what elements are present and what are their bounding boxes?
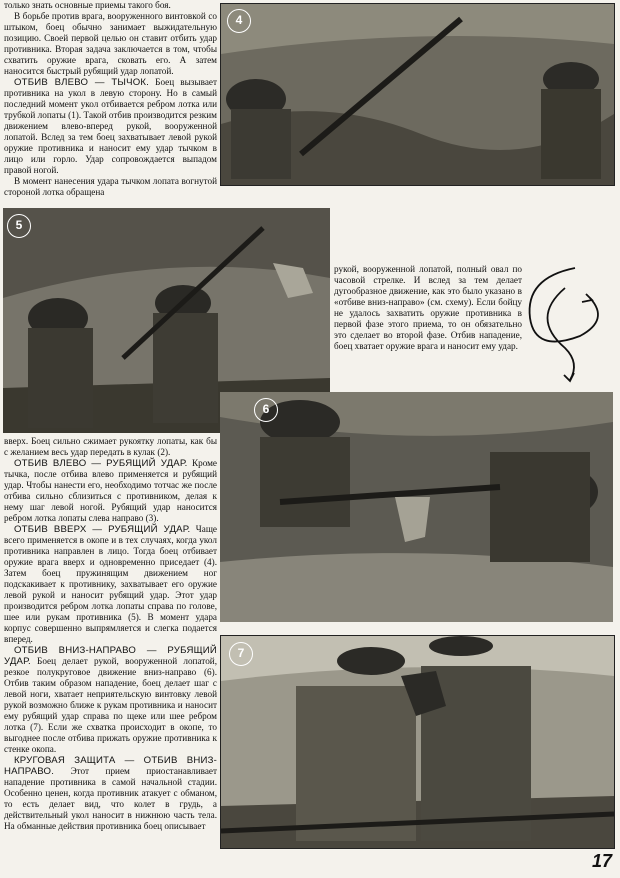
section-paragraph	[4, 755, 217, 832]
section-paragraph	[4, 524, 217, 645]
photo-number: 6	[254, 398, 278, 422]
paragraph: В борьбе против врага, вооруженного винтовкой со штыком, боец обычно занимает выжидательную позицию. Своей первой целью он ставит отбить удар противника. Вторая задача заключается в том, чтобы схватить оружие врага, сковать его. А затем наносится быстрый рубящий удар лопатой.	[4, 11, 217, 76]
photo-number: 4	[227, 9, 251, 33]
section-heading: ОТБИВ ВНИЗ-НАПРАВО — РУБЯЩИЙ УДАР.	[4, 645, 217, 667]
section-paragraph	[4, 458, 217, 524]
photo-4-image	[221, 4, 614, 185]
section-heading: ОТБИВ ВЛЕВО — РУБЯЩИЙ УДАР.	[14, 458, 188, 469]
paragraph: В момент нанесения удара тычком лопата вогнутой стороной лотка обращена	[4, 176, 217, 197]
page-number: 17	[591, 851, 612, 871]
text-block-top	[4, 0, 217, 198]
section-text: Кроме тычка, после отбива влево применяется и рубящий удар. Чтобы нанести его, необходимо тотчас же после отбива сильно сблизиться с противником, делая к нему шаг левой ногой. Рубящий удар наносится ребром лотка лопаты слева направо (3).	[4, 458, 218, 523]
text-block-right	[334, 264, 522, 352]
section-paragraph	[4, 645, 217, 755]
photo-7-image	[221, 636, 614, 848]
paragraph: вверх. Боец сильно сжимает рукоятку лопаты, как бы с желанием весь удар передать в кулак (2).	[4, 436, 217, 457]
section-heading: ОТБИВ ВЛЕВО — ТЫЧОК.	[14, 77, 150, 88]
photo-4	[220, 3, 615, 186]
circular-defense-schema	[520, 258, 615, 386]
section-text: Боец вызывает противника на укол в левую сторону. Но в самый последний момент укол отбивается ребром лотка или трубкой лопаты (1). Такой отбив производится резким движением влево-вперед рукой, вооруженной лопатой. Вслед за тем боец захватывает левой рукой оружие противника и наносит ему удар тычком в лицо или горло. Удар сопровождается выпадом правой ногой.	[4, 77, 217, 175]
paragraph: только знать основные приемы такого боя.	[4, 0, 171, 10]
section-text: Чаще всего применяется в окопе и в тех случаях, когда укол противника направлен в лицо. Тогда боец отбивает оружие врага вверх и одновременно приседает (4). Затем боец пружинящим движением ног подскакивает к противнику, захватывает его оружие левой рукой и наносит рубящий удар. Этот удар производится ребром лотка лопаты справа по голове, шее или рукам противника (5). В момент удара корпус совершенно выпрямляется и слегка подается вперед.	[4, 524, 217, 644]
photo-6	[220, 392, 613, 622]
photo-number: 5	[7, 214, 31, 238]
photo-7	[220, 635, 615, 849]
photo-number: 7	[229, 642, 253, 666]
section-heading: ОТБИВ ВВЕРХ — РУБЯЩИЙ УДАР.	[14, 524, 191, 535]
section-text: Боец делает рукой, вооруженной лопатой, резкое полукруговое движение вниз-направо (6). Отбив таким образом нападение, боец делает шаг с левой ноги, хватает неприятельскую винтовку левой рукой возможно ближе к рукам противника и наносит ему рубящий удар справа по щеке или шее ребром лотка (7). Если же схватка происходит в окопе, то выгоднее после отбива прижать оружие противника к стенке окопа.	[4, 656, 218, 754]
paragraph: рукой, вооруженной лопатой, полный овал по часовой стрелке. И вслед за тем делает дугообразное движение, как это было указано в «отбиве вниз-направо» (см. схему). Если бойцу не удалось захватить оружие противника в первой фазе этого приема, то он обязательно это сделает во второй фазе. Отбив нападение, боец хватает оружие врага и наносит ему удар.	[334, 264, 522, 351]
section-heading: КРУГОВАЯ ЗАЩИТА — ОТБИВ ВНИЗ-НАПРАВО.	[4, 755, 217, 777]
section-text: Этот прием приостанавливает нападение противника в самой начальной стадии. Особенно ценен, когда противник атакует с обманом, то есть делает вид, что колет в грудь, а действительный укол наносит в нижнюю часть тела. На обманные действия противника боец описывает	[4, 766, 217, 831]
text-block-bottom	[4, 436, 217, 832]
section-paragraph	[4, 77, 217, 176]
photo-6-image	[220, 392, 613, 622]
